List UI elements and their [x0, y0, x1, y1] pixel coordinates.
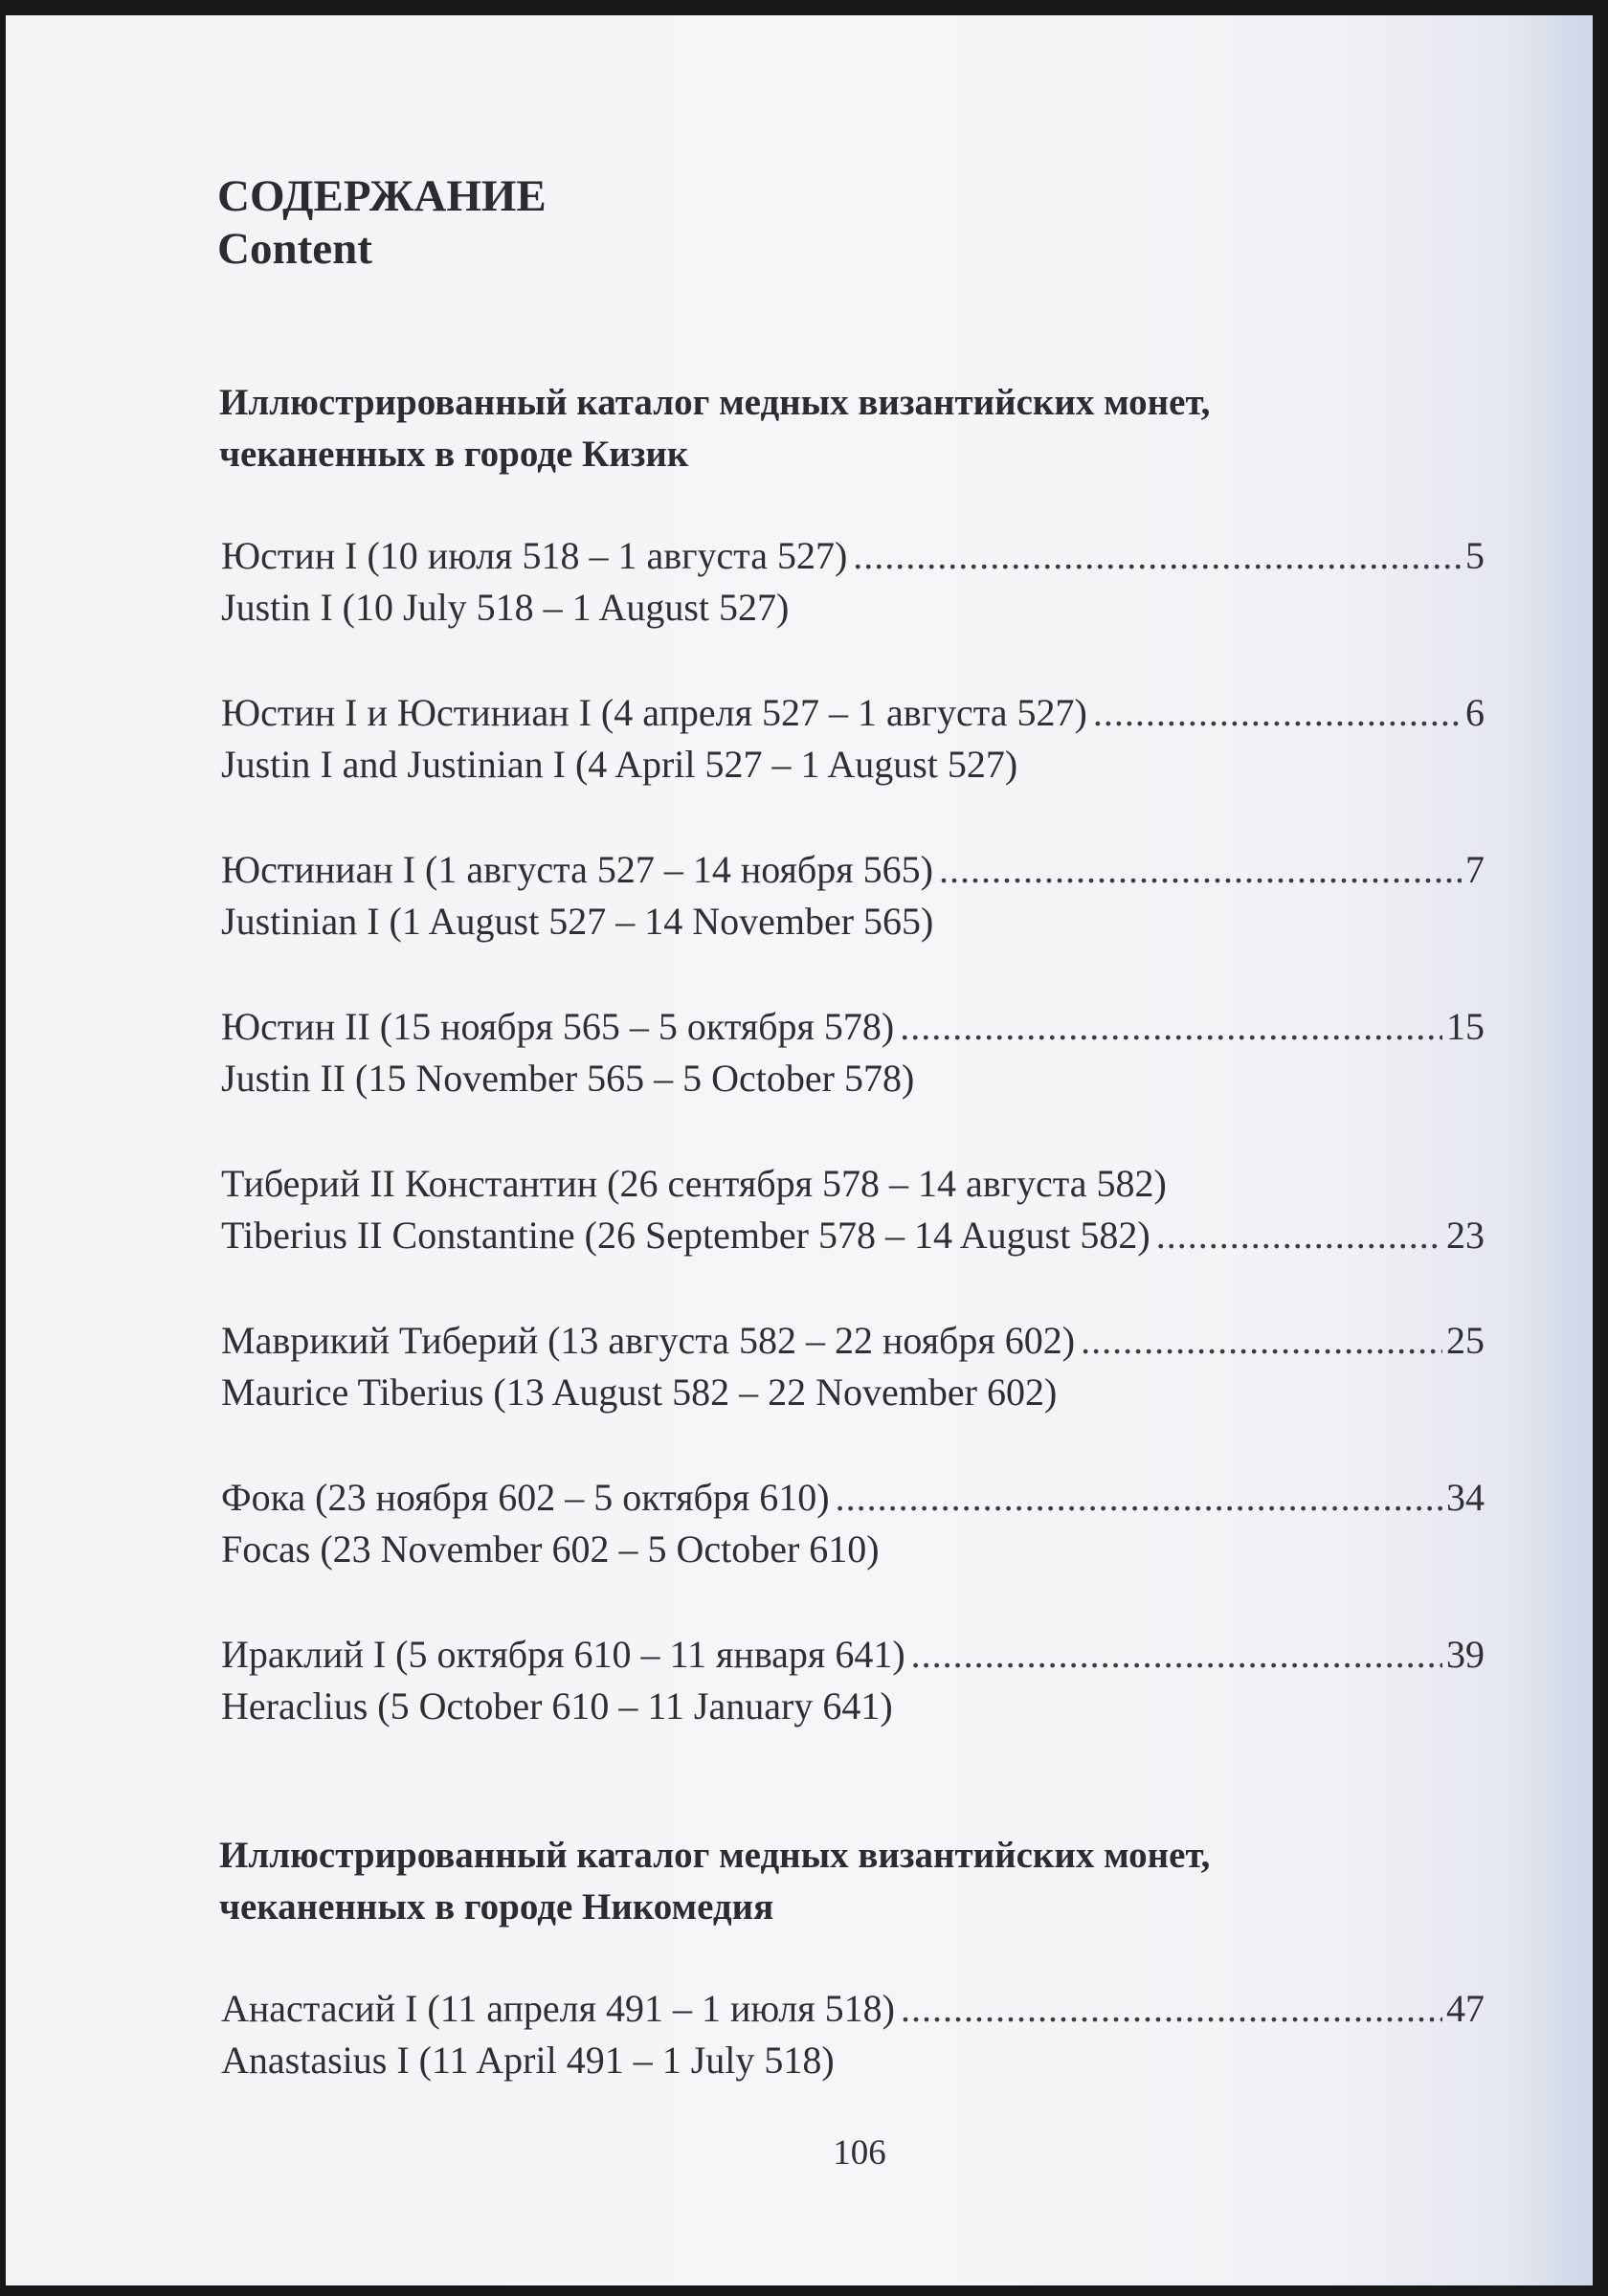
toc-entry-en-line	[221, 1053, 1485, 1104]
toc-entry-en: Justin I (10 July 518 – 1 August 527)	[221, 586, 790, 629]
toc-entry-justin-justinian[interactable]	[221, 687, 1485, 791]
dot-leader	[911, 1629, 1442, 1681]
toc-entry-ru: Юстин I (10 июля 518 – 1 августа 527)	[221, 534, 848, 577]
toc-entry-en-line	[221, 582, 1485, 634]
toc-entry-ru-line	[221, 1158, 1485, 1210]
contents-heading-en: Content	[217, 224, 372, 274]
toc-entry-en-line	[221, 2035, 1485, 2086]
toc-entry-en-line	[221, 739, 1485, 791]
toc-entry-ru: Тиберий II Константин (26 сентября 578 – 14 августа 582)	[221, 1162, 1167, 1205]
toc-entry-en: Tiberius II Constantine (26 September 578 – 14 August 582)	[221, 1214, 1150, 1257]
toc-entry-ru-line	[221, 1315, 1485, 1367]
toc-entry-ru: Анастасий I (11 апреля 491 – 1 июля 518)	[221, 1987, 895, 2030]
toc-entry-ru: Юстин II (15 ноября 565 – 5 октября 578)	[221, 1005, 895, 1048]
toc-entry-en: Justinian I (1 August 527 – 14 November 565)	[221, 900, 934, 943]
toc-entry-maurice-tiberius[interactable]	[221, 1315, 1485, 1418]
toc-entry-en: Justin II (15 November 565 – 5 October 578)	[221, 1057, 915, 1100]
dot-leader	[1081, 1315, 1442, 1367]
toc-entry-ru: Юстин I и Юстиниан I (4 апреля 527 – 1 августа 527)	[221, 691, 1087, 734]
toc-page-number: 5	[1465, 534, 1485, 577]
toc-entry-en: Justin I and Justinian I (4 April 527 – 1 August 527)	[221, 743, 1018, 786]
toc-entry-ru: Маврикий Тиберий (13 августа 582 – 22 ноября 602)	[221, 1319, 1076, 1362]
toc-entry-ru: Юстиниан I (1 августа 527 – 14 ноября 565)	[221, 848, 934, 891]
toc-entry-justinian-i[interactable]	[221, 844, 1485, 947]
contents-heading	[217, 170, 547, 276]
section-title-cyzicus	[219, 377, 1463, 480]
section-title-line: чеканенных в городе Кизик	[219, 434, 689, 475]
toc-entry-en-line	[221, 1681, 1485, 1732]
section-title-line: Иллюстрированный каталог медных византийских монет,	[219, 382, 1211, 423]
toc-page-number: 25	[1446, 1319, 1485, 1362]
toc-entry-ru-line	[221, 530, 1485, 582]
toc-entry-justin-i[interactable]	[221, 530, 1485, 634]
toc-entry-ru-line	[221, 1629, 1485, 1681]
toc-page-number: 6	[1465, 691, 1485, 734]
toc-entry-anastasius-i[interactable]	[221, 1983, 1485, 2086]
contents-heading-ru: СОДЕРЖАНИЕ	[217, 171, 547, 221]
toc-entry-justin-ii[interactable]	[221, 1001, 1485, 1104]
toc-page-number: 15	[1446, 1005, 1485, 1048]
toc-entry-en: Anastasius I (11 April 491 – 1 July 518)	[221, 2039, 835, 2082]
toc-page-number: 23	[1446, 1214, 1485, 1257]
toc-entry-tiberius-ii[interactable]	[221, 1158, 1485, 1261]
section-title-line: чеканенных в городе Никомедия	[219, 1886, 774, 1928]
page-number: 106	[833, 2133, 886, 2173]
toc-entry-ru-line	[221, 687, 1485, 739]
toc-page-number: 47	[1446, 1987, 1485, 2030]
dot-leader	[1156, 1210, 1442, 1261]
toc-entry-en-line	[221, 1367, 1485, 1418]
toc-entry-en-line	[221, 896, 1485, 947]
section-title-line: Иллюстрированный каталог медных византийских монет,	[219, 1835, 1211, 1876]
toc-entry-ru-line	[221, 1472, 1485, 1524]
book-page	[6, 15, 1593, 2285]
toc-entry-en: Heraclius (5 October 610 – 11 January 641)	[221, 1684, 893, 1728]
toc-entry-ru-line	[221, 844, 1485, 896]
toc-entry-en-line	[221, 1210, 1485, 1261]
dot-leader	[901, 1983, 1442, 2035]
toc-entry-en: Maurice Tiberius (13 August 582 – 22 November 602)	[221, 1371, 1058, 1414]
dot-leader	[900, 1001, 1442, 1053]
dot-leader	[1093, 687, 1462, 739]
page-edge-shadow	[1526, 15, 1593, 2285]
dot-leader	[939, 844, 1462, 896]
toc-entry-heraclius[interactable]	[221, 1629, 1485, 1732]
toc-entry-ru-line	[221, 1001, 1485, 1053]
dot-leader	[853, 530, 1462, 582]
toc-page-number: 34	[1446, 1476, 1485, 1519]
toc-page-number: 39	[1446, 1633, 1485, 1676]
toc-entry-ru-line	[221, 1983, 1485, 2035]
toc-entry-ru: Фока (23 ноября 602 – 5 октября 610)	[221, 1476, 830, 1519]
toc-entry-ru: Ираклий I (5 октября 610 – 11 января 641)	[221, 1633, 905, 1676]
toc-page-number: 7	[1465, 848, 1485, 891]
toc-entry-en: Focas (23 November 602 – 5 October 610)	[221, 1527, 880, 1571]
toc-entry-en-line	[221, 1524, 1485, 1575]
toc-entry-focas[interactable]	[221, 1472, 1485, 1575]
dot-leader	[836, 1472, 1442, 1524]
section-title-nicomedia	[219, 1830, 1463, 1933]
